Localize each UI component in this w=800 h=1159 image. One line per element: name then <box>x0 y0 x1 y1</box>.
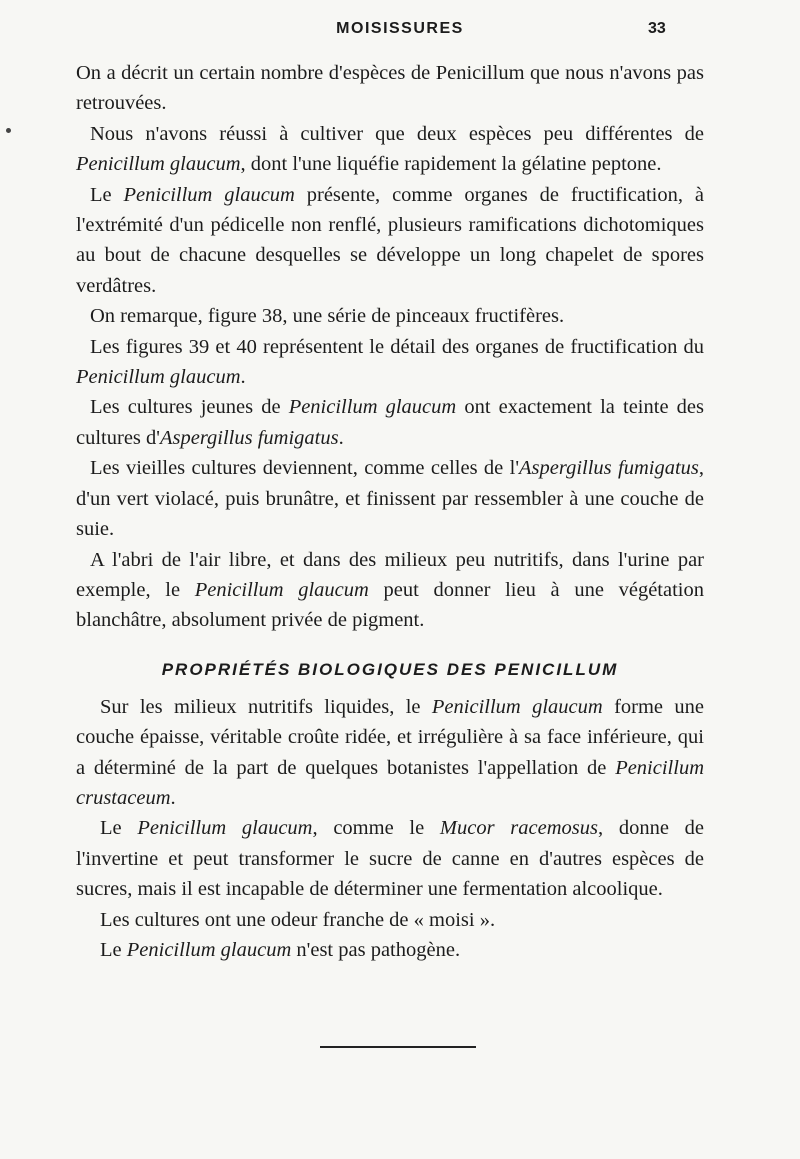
paragraph: Nous n'avons réussi à cultiver que deux espèces peu différentes de Penicillum glaucum, dont l'une liquéfie rapidement la gélatine peptone. <box>76 122 704 176</box>
margin-mark <box>6 128 11 133</box>
paragraph: Les figures 39 et 40 représentent le détail des organes de fructification du Penicillum glaucum. <box>76 335 704 389</box>
end-rule <box>320 1046 476 1048</box>
paragraph: Le Penicillum glaucum n'est pas pathogène. <box>100 938 461 961</box>
paragraph: Sur les milieux nutritifs liquides, le Penicillum glaucum forme une couche épaisse, véritable croûte ridée, et irrégulière à sa face inférieure, qui a déterminé de la part de quelques botanistes l'appellation de Penicillum crustaceum. <box>76 695 705 809</box>
paragraph: On a décrit un certain nombre d'espèces de Penicillum que nous n'avons pas retrouvées. <box>76 62 704 115</box>
paragraph: A l'abri de l'air libre, et dans des milieux peu nutritifs, dans l'urine par exemple, le Penicillum glaucum peut donner lieu à une végétation blanchâtre, absolument privée de pigment. <box>76 548 704 632</box>
paragraph: Les cultures ont une odeur franche de « moisi ». <box>100 908 496 931</box>
page-number: 33 <box>648 20 666 37</box>
paragraph: Les vieilles cultures deviennent, comme celles de l'Aspergillus fumigatus, d'un vert violacé, puis brunâtre, et finissent par ressembler à une couche de suie. <box>76 457 704 541</box>
paragraph: Le Penicillum glaucum présente, comme organes de fructification, à l'extrémité d'un pédicelle non renflé, plusieurs ramifications dichotomiques au bout de chacune desquelles se développe un long chapelet de spores verdâtres. <box>76 183 704 297</box>
paragraph: Le Penicillum glaucum, comme le Mucor racemosus, donne de l'invertine et peut transformer le sucre de canne en d'autres espèces de sucres, mais il est incapable de déterminer une fermentation alcoolique. <box>76 817 705 901</box>
section-heading: PROPRIÉTÉS BIOLOGIQUES DES PENICILLUM <box>161 659 619 679</box>
body-text <box>76 58 704 965</box>
running-title: MOISISSURES <box>336 20 464 37</box>
running-head <box>0 16 800 46</box>
paragraph: Les cultures jeunes de Penicillum glaucum ont exactement la teinte des cultures d'Aspergillus fumigatus. <box>76 396 704 449</box>
paragraph: On remarque, figure 38, une série de pinceaux fructifères. <box>90 305 565 328</box>
section-body <box>76 692 704 966</box>
